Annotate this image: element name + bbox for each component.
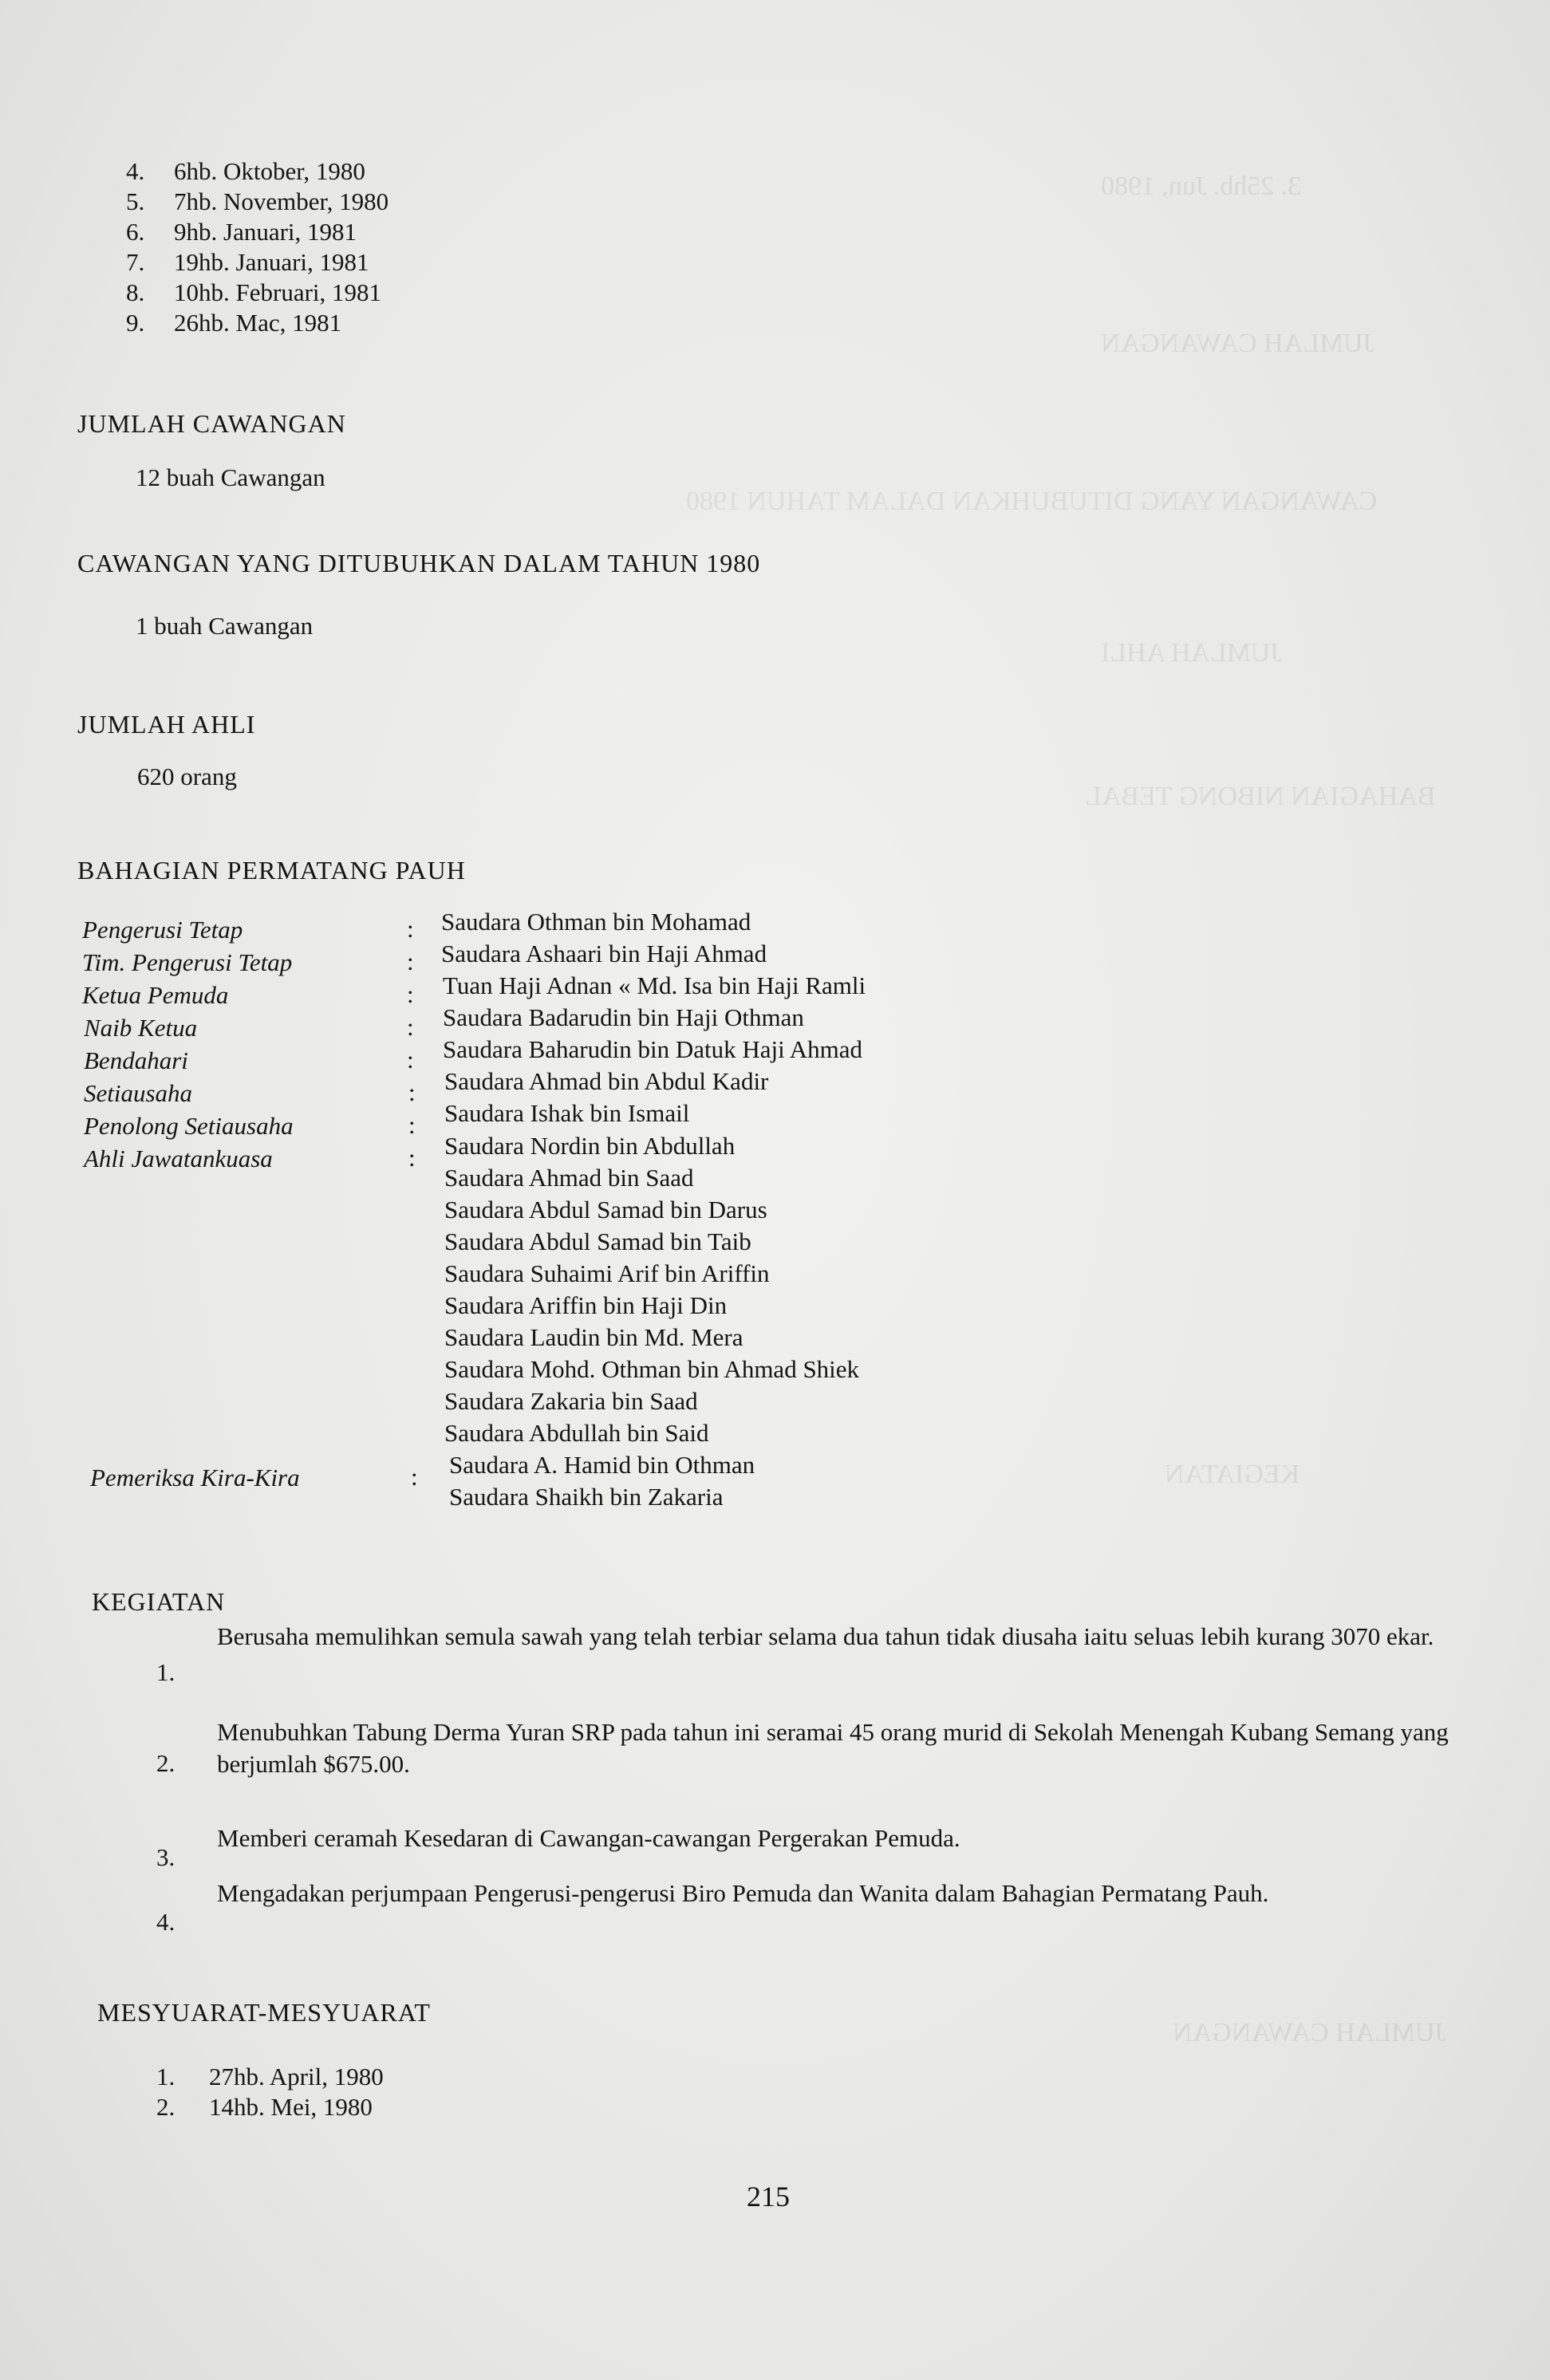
- officer-name: Tuan Haji Adnan « Md. Isa bin Haji Ramli: [443, 971, 866, 999]
- colon-separator: :: [411, 1463, 418, 1491]
- role-label: Pengerusi Tetap: [82, 916, 243, 944]
- officer-name: Saudara Ahmad bin Saad: [444, 1164, 694, 1192]
- list-item: 6. 9hb. Januari, 1981: [126, 218, 357, 246]
- date-list: [126, 156, 388, 338]
- role-label: Pemeriksa Kira-Kira: [90, 1464, 300, 1491]
- jumlah-ahli-value: 620 orang: [137, 762, 237, 790]
- auditor-list: [449, 1449, 755, 1513]
- section-heading-mesyuarat: MESYUARAT-MESYUARAT: [97, 1998, 431, 2027]
- section-heading-jumlah-ahli: JUMLAH AHLI: [77, 710, 256, 739]
- officer-name: Saudara Baharudin bin Datuk Haji Ahmad: [443, 1035, 863, 1063]
- colon-separator: :: [407, 948, 414, 975]
- activity-item: Mengadakan perjumpaan Pengerusi-pengerusi Biro Pemuda dan Wanita dalam Bahagian Permatang Pauh.: [217, 1879, 1269, 1907]
- role-label: Ketua Pemuda: [82, 981, 229, 1009]
- officer-name: Saudara Laudin bin Md. Mera: [444, 1323, 743, 1351]
- officer-name: Saudara Mohd. Othman bin Ahmad Shiek: [444, 1355, 860, 1383]
- officer-name: Saudara Suhaimi Arif bin Ariffin: [444, 1259, 770, 1287]
- officer-name: Saudara Ishak bin Ismail: [444, 1099, 690, 1127]
- jumlah-cawangan-value: 12 buah Cawangan: [136, 463, 325, 491]
- list-item: 1. 27hb. April, 1980: [156, 2063, 384, 2090]
- list-number: 2.: [156, 1749, 176, 1777]
- officer-name: Saudara Nordin bin Abdullah: [444, 1132, 736, 1160]
- meeting-list: [156, 2062, 384, 2122]
- officer-name: Saudara Othman bin Mohamad: [441, 908, 751, 936]
- activity-item: Memberi ceramah Kesedaran di Cawangan-cawangan Pergerakan Pemuda.: [217, 1824, 960, 1852]
- officer-name: Saudara Abdullah bin Said: [444, 1419, 709, 1447]
- bleed-through-text: 3. 25hb. Jun, 1980: [1101, 171, 1302, 201]
- colon-separator: :: [407, 1013, 414, 1041]
- role-label: Bendahari: [84, 1046, 188, 1074]
- colon-separator: :: [407, 980, 414, 1008]
- officer-name: Saudara Ariffin bin Haji Din: [444, 1291, 728, 1319]
- page-number: 215: [747, 2181, 790, 2213]
- bleed-through-text: KEGIATAN: [1165, 1460, 1300, 1489]
- list-item: 7. 19hb. Januari, 1981: [126, 248, 369, 276]
- colon-separator: :: [407, 1046, 414, 1074]
- committee-member-list: [444, 1130, 859, 1449]
- role-label: Penolong Setiausaha: [84, 1112, 294, 1140]
- activity-item: Menubuhkan Tabung Derma Yuran SRP pada tahun ini seramai 45 orang murid di Sekolah Menengah Kubang Semang yang berjumlah $675.00.: [217, 1718, 1449, 1778]
- colon-separator: :: [408, 1144, 416, 1172]
- officer-name: Saudara Abdul Samad bin Darus: [444, 1196, 767, 1223]
- section-heading-kegiatan: KEGIATAN: [92, 1587, 226, 1616]
- bleed-through-text: CAWANGAN YANG DITUBUHKAN DALAM TAHUN 1980: [686, 487, 1378, 516]
- section-heading-bahagian: BAHAGIAN PERMATANG PAUH: [77, 856, 466, 885]
- bleed-through-text: JUMLAH CAWANGAN: [1173, 2018, 1445, 2047]
- officer-name: Saudara Zakaria bin Saad: [444, 1387, 698, 1415]
- officer-name: Saudara Ashaari bin Haji Ahmad: [441, 940, 767, 967]
- officer-name: Saudara A. Hamid bin Othman: [449, 1451, 755, 1479]
- role-label: Ahli Jawatankuasa: [84, 1145, 273, 1172]
- bleed-through-text: JUMLAH CAWANGAN: [1101, 329, 1374, 358]
- officer-name: Saudara Badarudin bin Haji Othman: [443, 1003, 804, 1031]
- list-item: 9. 26hb. Mac, 1981: [126, 309, 342, 337]
- list-item: 8. 10hb. Februari, 1981: [126, 278, 382, 306]
- list-number: 1.: [156, 1658, 176, 1686]
- list-item: 5. 7hb. November, 1980: [126, 187, 389, 215]
- section-heading-cawangan-baru: CAWANGAN YANG DITUBUHKAN DALAM TAHUN 1980: [77, 549, 761, 577]
- officer-name: Saudara Ahmad bin Abdul Kadir: [444, 1067, 769, 1095]
- colon-separator: :: [407, 915, 414, 943]
- colon-separator: :: [408, 1078, 416, 1106]
- bleed-through-text: BAHAGIAN NIBONG TEBAL: [1085, 782, 1436, 811]
- role-label: Naib Ketua: [84, 1014, 198, 1042]
- list-item: 4. 6hb. Oktober, 1980: [126, 157, 365, 185]
- list-number: 3.: [156, 1843, 176, 1871]
- activity-item: Berusaha memulihkan semula sawah yang telah terbiar selama dua tahun tidak diusaha iaitu seluas lebih kurang 3070 ekar.: [217, 1622, 1434, 1650]
- cawangan-baru-value: 1 buah Cawangan: [136, 612, 314, 640]
- bleed-through-text: JUMLAH AHLI: [1101, 638, 1281, 668]
- officer-name: Saudara Shaikh bin Zakaria: [449, 1483, 724, 1511]
- role-label: Setiausaha: [84, 1079, 193, 1107]
- list-item: 2. 14hb. Mei, 1980: [156, 2093, 373, 2121]
- role-label: Tim. Pengerusi Tetap: [82, 948, 293, 976]
- colon-separator: :: [408, 1111, 416, 1139]
- officer-name: Saudara Abdul Samad bin Taib: [444, 1227, 751, 1255]
- section-heading-jumlah-cawangan: JUMLAH CAWANGAN: [77, 409, 346, 438]
- list-number: 4.: [156, 1908, 176, 1936]
